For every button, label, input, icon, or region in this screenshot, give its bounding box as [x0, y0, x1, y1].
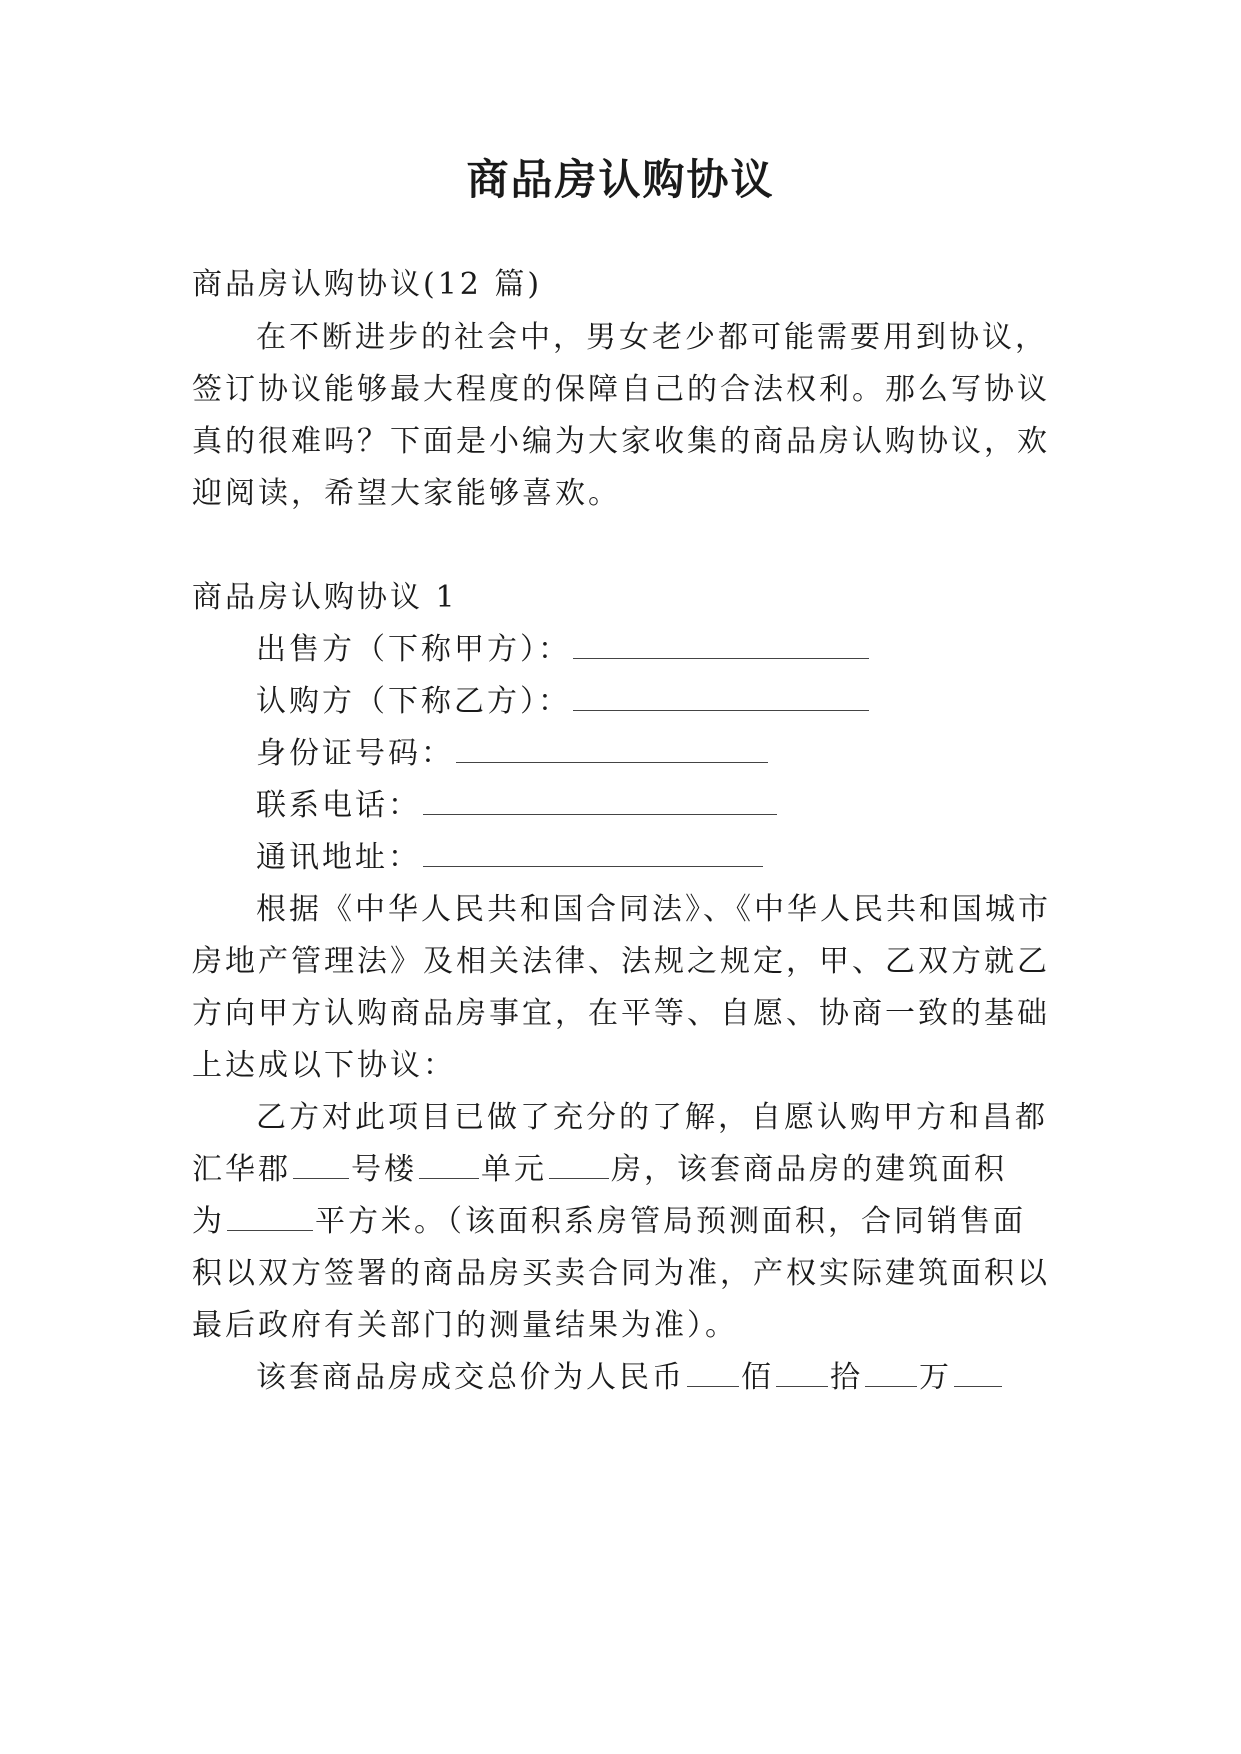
- id-number-label: 身份证号码：: [256, 736, 454, 771]
- area-blank: [227, 1229, 313, 1231]
- id-number-field: [256, 734, 1126, 774]
- seller-blank: [573, 657, 869, 659]
- unit-room-text: 房，该套商品房的建筑面积: [611, 1152, 1007, 1187]
- unit-area-text: 平方米。（该面积系房管局预测面积，合同销售面: [315, 1204, 1026, 1239]
- price-label: 该套商品房成交总价为人民币: [256, 1360, 685, 1395]
- price-blank-2: [776, 1385, 828, 1387]
- address-blank: [423, 865, 763, 867]
- basis-line-2: 房地产管理法》及相关法律、法规之规定，甲、乙双方就乙: [192, 944, 1050, 979]
- buyer-field: [256, 682, 1126, 722]
- price-unit-hundred: 佰: [741, 1360, 774, 1395]
- basis-line-3: 方向甲方认购商品房事宜，在平等、自愿、协商一致的基础: [192, 996, 1050, 1031]
- address-label: 通讯地址：: [256, 840, 421, 875]
- basis-line-1: 根据《中华人民共和国合同法》、《中华人民共和国城市: [256, 892, 1051, 927]
- seller-field: [256, 630, 1126, 670]
- section-heading: 商品房认购协议 1: [192, 580, 458, 615]
- intro-line-4: 迎阅读，希望大家能够喜欢。: [192, 476, 621, 511]
- price-blank-3: [865, 1385, 917, 1387]
- basis-line-4: 上达成以下协议：: [192, 1048, 456, 1083]
- unit-line-2: [192, 1150, 1062, 1190]
- unit-building-label: 号楼: [351, 1152, 417, 1187]
- intro-line-2: 签订协议能够最大程度的保障自己的合法权利。那么写协议: [192, 372, 1050, 407]
- document-subtitle: 商品房认购协议(12 篇): [192, 267, 543, 302]
- seller-label: 出售方（下称甲方）：: [256, 632, 571, 667]
- unit-blank: [419, 1177, 479, 1179]
- buyer-label: 认购方（下称乙方）：: [256, 684, 571, 719]
- id-number-blank: [456, 761, 768, 763]
- price-line: [256, 1358, 1126, 1398]
- unit-line-4: 积以双方签署的商品房买卖合同为准，产权实际建筑面积以: [192, 1256, 1050, 1291]
- phone-label: 联系电话：: [256, 788, 421, 823]
- intro-line-1: 在不断进步的社会中，男女老少都可能需要用到协议，: [256, 320, 1048, 355]
- price-unit-wan: 万: [919, 1360, 952, 1395]
- unit-community: 汇华郡: [192, 1152, 291, 1187]
- unit-unit-label: 单元: [481, 1152, 547, 1187]
- intro-line-3: 真的很难吗？下面是小编为大家收集的商品房认购协议，欢: [192, 424, 1050, 459]
- building-blank: [293, 1177, 349, 1179]
- phone-field: [256, 786, 1126, 826]
- unit-line-1: 乙方对此项目已做了充分的了解，自愿认购甲方和昌都: [256, 1100, 1048, 1135]
- unit-line-5: 最后政府有关部门的测量结果为准）。: [192, 1308, 738, 1343]
- room-blank: [549, 1177, 609, 1179]
- buyer-blank: [573, 709, 869, 711]
- address-field: [256, 838, 1126, 878]
- price-blank-1: [687, 1385, 739, 1387]
- price-unit-ten: 拾: [830, 1360, 863, 1395]
- unit-area-prefix: 为: [192, 1204, 225, 1239]
- price-blank-4: [954, 1385, 1002, 1387]
- document-title: 商品房认购协议: [466, 155, 775, 204]
- unit-line-3: [192, 1202, 1062, 1242]
- phone-blank: [423, 813, 777, 815]
